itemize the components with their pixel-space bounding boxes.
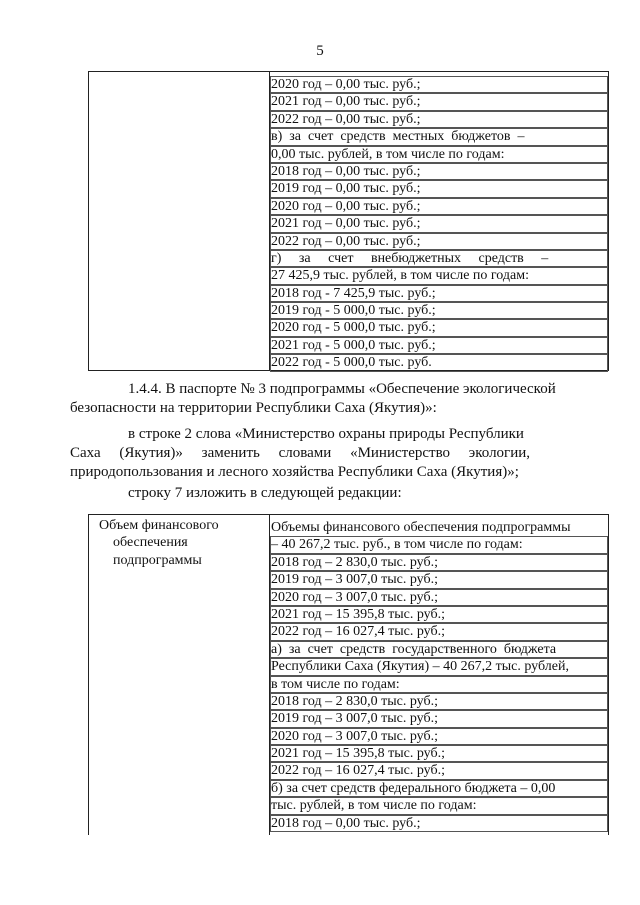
table-line: 2021 год – 0,00 тыс. руб.; <box>270 93 608 110</box>
table-line: 2020 год – 3 007,0 тыс. руб.; <box>270 728 608 745</box>
table-line: 2021 год – 15 395,8 тыс. руб.; <box>270 606 608 623</box>
table-line: – 40 267,2 тыс. руб., в том числе по годам: <box>270 536 608 553</box>
paragraph-line: Саха (Якутия)» заменить словами «Министерство экологии, <box>70 445 531 461</box>
table-line: 2018 год – 0,00 тыс. руб.; <box>270 163 608 180</box>
table-label-cell <box>89 72 270 370</box>
table-line: Объемы финансового обеспечения подпрограммы <box>271 520 571 535</box>
table-line: 2021 год – 0,00 тыс. руб.; <box>270 215 608 232</box>
table-line: 2019 год – 0,00 тыс. руб.; <box>270 180 608 197</box>
table-line: тыс. рублей, в том числе по годам: <box>270 797 608 814</box>
row-label <box>89 515 269 569</box>
page-number: 5 <box>316 43 324 59</box>
table-line: 0,00 тыс. рублей, в том числе по годам: <box>270 146 608 163</box>
funding-table-continued <box>88 71 609 371</box>
table-line: Республики Саха (Якутия) – 40 267,2 тыс. рублей, <box>270 658 608 675</box>
table-line: 2020 год - 5 000,0 тыс. руб.; <box>270 319 608 336</box>
table-value-cell <box>270 72 608 370</box>
table-line: 2019 год - 5 000,0 тыс. руб.; <box>270 302 608 319</box>
table-line: 2022 год – 16 027,4 тыс. руб.; <box>270 762 608 779</box>
row-label-line: Объем финансового <box>99 518 219 533</box>
table-line: г) за счет внебюджетных средств – <box>270 250 608 267</box>
table-line: 2022 год - 5 000,0 тыс. руб. <box>270 354 608 371</box>
table-line: 2018 год - 7 425,9 тыс. руб.; <box>270 285 608 302</box>
paragraph-line: безопасности на территории Республики Саха (Якутия)»: <box>70 400 437 416</box>
table-line: 2022 год – 0,00 тыс. руб.; <box>270 111 608 128</box>
table-line: б) за счет средств федерального бюджета – 0,00 <box>270 780 608 797</box>
table-line: а) за счет средств государственного бюджета <box>270 641 608 658</box>
table-line: 2021 год – 15 395,8 тыс. руб.; <box>270 745 608 762</box>
table-line: 2022 год – 16 027,4 тыс. руб.; <box>270 623 608 640</box>
paragraph-line: природопользования и лесного хозяйства Республики Саха (Якутия)»; <box>70 464 519 480</box>
row-label-line: подпрограммы <box>113 552 202 568</box>
table-value-cell <box>270 515 608 835</box>
row-label-line: обеспечения <box>113 535 188 551</box>
table-line: 2018 год – 0,00 тыс. руб.; <box>270 815 608 832</box>
table-line: в) за счет средств местных бюджетов – <box>270 128 608 145</box>
table-line: 2018 год – 2 830,0 тыс. руб.; <box>270 554 608 571</box>
replacement-paragraph <box>70 425 602 482</box>
table-line: 2018 год – 2 830,0 тыс. руб.; <box>270 693 608 710</box>
table-line: 2020 год – 0,00 тыс. руб.; <box>270 198 608 215</box>
instruction-paragraph <box>70 484 602 503</box>
table-label-cell <box>89 515 270 835</box>
paragraph-line: в строке 2 слова «Министерство охраны природы Республики <box>128 426 524 442</box>
table-line: 2019 год – 3 007,0 тыс. руб.; <box>270 710 608 727</box>
funding-volume-table <box>88 514 609 835</box>
table-line: 27 425,9 тыс. рублей, в том числе по годам: <box>270 267 608 284</box>
paragraph-line: 1.4.4. В паспорте № 3 подпрограммы «Обеспечение экологической <box>128 381 556 397</box>
table-line: 2019 год – 3 007,0 тыс. руб.; <box>270 571 608 588</box>
table-line: в том числе по годам: <box>270 676 608 693</box>
table-line: 2021 год - 5 000,0 тыс. руб.; <box>270 337 608 354</box>
amendment-paragraph <box>70 380 602 418</box>
paragraph-line: строку 7 изложить в следующей редакции: <box>128 485 402 501</box>
table-line: 2020 год – 3 007,0 тыс. руб.; <box>270 589 608 606</box>
table-line: 2022 год – 0,00 тыс. руб.; <box>270 233 608 250</box>
table-line: 2020 год – 0,00 тыс. руб.; <box>270 76 608 93</box>
